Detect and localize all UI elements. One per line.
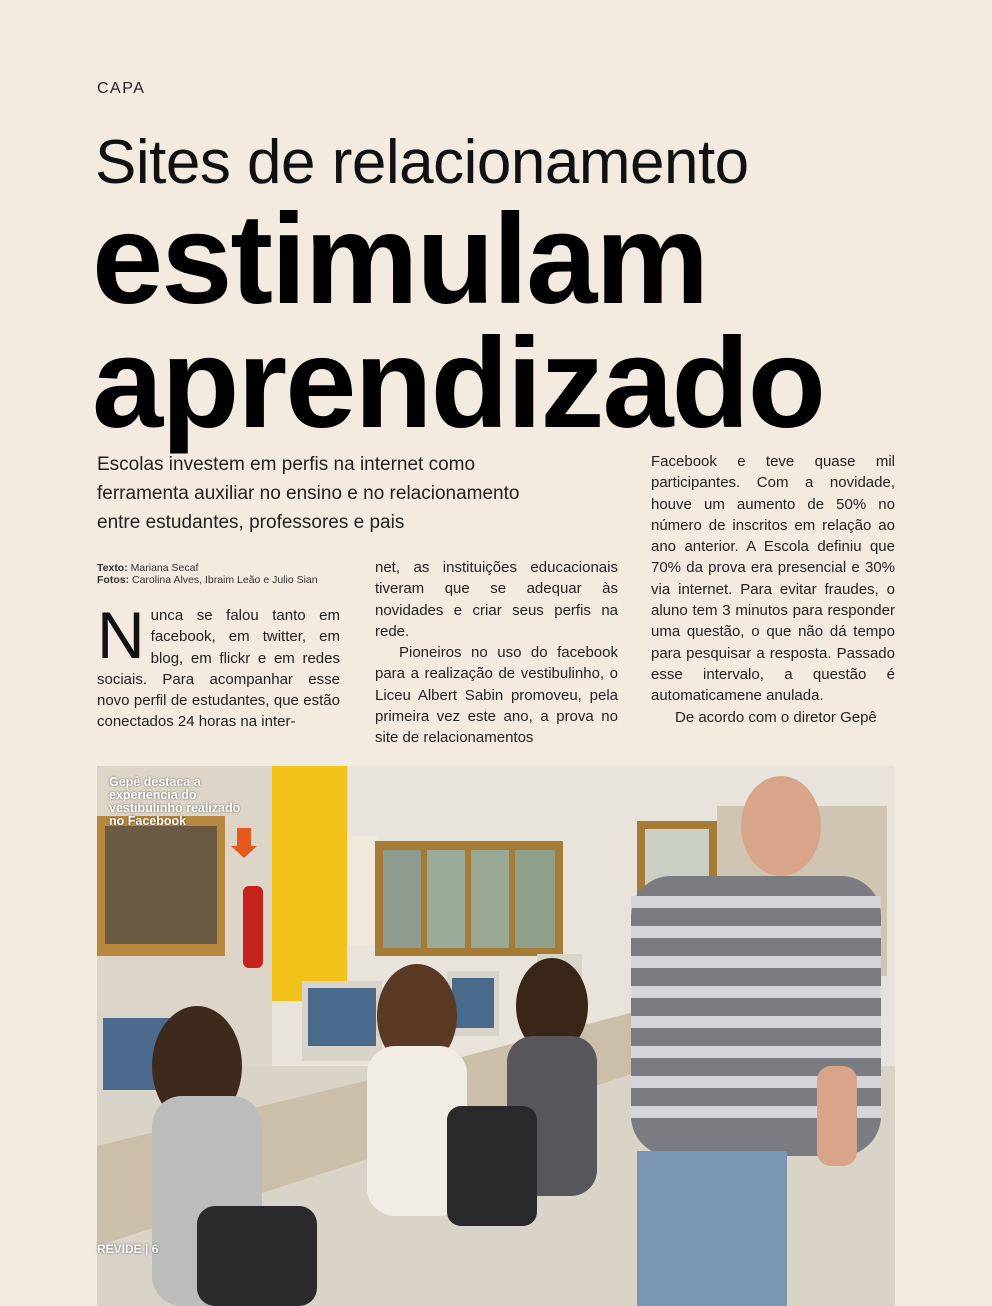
credits-text-label: Texto:: [97, 562, 128, 574]
folio-separator: |: [145, 1242, 149, 1256]
body-column-2: [375, 557, 618, 749]
column-3-paragraph-2: De acordo com o diretor Gepê: [675, 708, 877, 726]
column-2-paragraph-2: Pioneiros no uso do facebook para a realização de vestibulinho, o Liceu Albert Sabin promoveu, pela primeira vez este ano, a prova no site de relacionamentos: [375, 644, 618, 747]
body-column-1: [97, 598, 340, 733]
headline-line-3: aprendizado: [92, 312, 824, 455]
photo-computer-lab: [97, 766, 895, 1306]
subtitle: Escolas investem em perfis na internet como ferramenta auxiliar no ensino e no relacionamento entre estudantes, professores e pais: [97, 454, 520, 533]
article-photo: [97, 766, 895, 1306]
credits-photo-label: Fotos:: [97, 574, 130, 586]
column-3-paragraph-1: Facebook e teve quase mil participantes. Com a novidade, houve um aumento de 50% no número de inscritos em relação ao ano anterior. A Escola definiu que 70% da prova era presencial e 30% via internet. Para evitar fraudes, o aluno tem 3 minutos para responder uma questão, o que não dá tempo para pesquisar a resposta. Passado esse intervalo, a questão é automaticamene anulada.: [651, 453, 895, 705]
dropcap: N: [97, 598, 145, 672]
column-2-paragraph-1: net, as instituições educacionais tiveram que se adequar às novidades e criar seus perfis na rede.: [375, 559, 618, 640]
headline-line-2: estimulam: [92, 188, 708, 331]
headline-line-1: Sites de relacionamento: [95, 128, 749, 197]
credits-photo-value: Carolina Alves, Ibraim Leão e Julio Sian: [132, 574, 318, 586]
credits-photo: [97, 574, 357, 586]
credits-text: [97, 562, 357, 574]
credits-text-value: Mariana Secaf: [130, 562, 199, 574]
folio-page-number: 6: [151, 1242, 159, 1256]
photo-caption: Gepê destaca a experiência do vestibulinho realizado no Facebook: [109, 775, 241, 828]
credits: [97, 562, 357, 586]
folio: [97, 1242, 158, 1256]
column-1-paragraph: unca se falou tanto em facebook, em twitter, em blog, em flickr e em redes sociais. Para acompanhar esse novo perfil de estudantes, que estão conectados 24 horas na inter-: [97, 607, 340, 731]
body-column-3: [651, 451, 895, 728]
section-label: CAPA: [97, 80, 146, 97]
folio-magazine: REVIDE: [97, 1242, 142, 1256]
